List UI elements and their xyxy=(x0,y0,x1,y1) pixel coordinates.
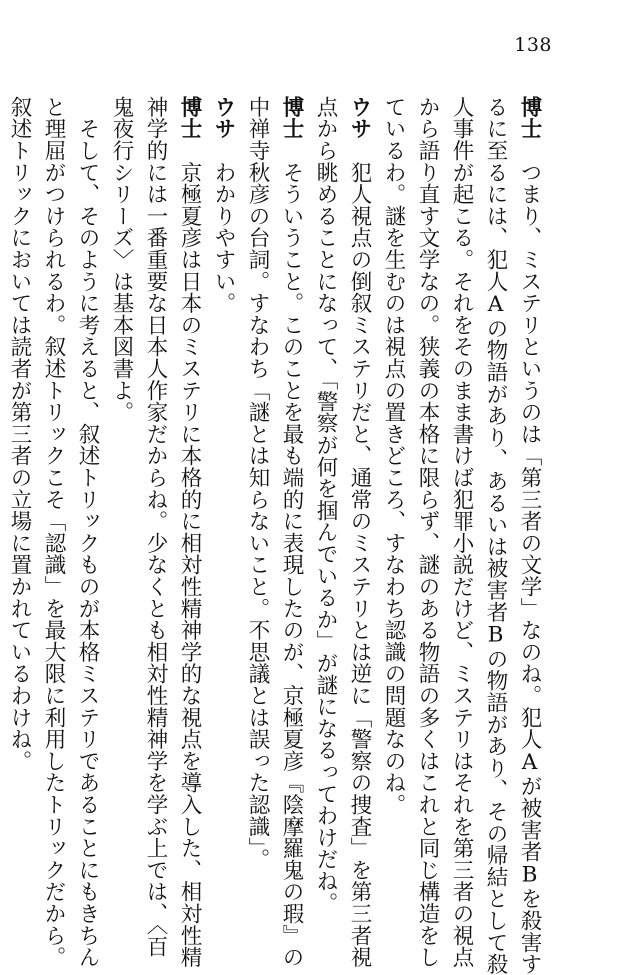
page-number: 138 xyxy=(514,34,552,56)
text-line xyxy=(36,96,70,968)
text-line xyxy=(274,96,308,969)
text-line xyxy=(410,96,444,968)
text-line xyxy=(172,96,206,969)
text-line xyxy=(206,96,240,812)
line-text: から語り直す文学なの。狭義の本格に限らず、謎のある物語の多くはこれと同じ構造をし xyxy=(415,96,440,968)
speaker-label: ウサ xyxy=(211,96,236,140)
text-line xyxy=(342,96,376,969)
line-text: 鬼夜行シリーズ〉は基本図書よ。 xyxy=(109,96,134,423)
line-text: 犯人視点の倒叙ミステリだと、通常のミステリとは逆に「警察の捜査」を第三者視 xyxy=(347,161,372,969)
text-line xyxy=(2,96,36,812)
line-text: つまり、ミステリというのは「第三者の文学」なのね。犯人Aが被害者Bを殺害す xyxy=(517,161,542,975)
line-text: そして、そのように考えると、叙述トリックものが本格ミステリであることにもきちん xyxy=(75,117,100,969)
text-line xyxy=(512,96,546,975)
speaker-label: 博士 xyxy=(279,96,304,140)
body-text xyxy=(2,96,546,975)
text-line xyxy=(138,96,172,958)
text-line xyxy=(376,96,410,816)
text-line xyxy=(444,96,478,968)
speaker-label: 博士 xyxy=(517,96,542,140)
line-text: ているわ。謎を生むのは視点の置きどころ、すなわち認識の問題なのね。 xyxy=(381,96,406,816)
text-line xyxy=(308,96,342,914)
line-text: 京極夏彦は日本のミステリに本格的に相対性精神学的な視点を導入した、相対性精 xyxy=(177,161,202,969)
line-text: るに至るには、犯人Aの物語があり、あるいは被害者Bの物語があり、その帰結として殺 xyxy=(483,96,508,975)
line-text: わかりやすい。 xyxy=(211,161,236,315)
line-text: と理屈がつけられるわ。叙述トリックこそ「認識」を最大限に利用したトリックだから。 xyxy=(41,96,66,968)
line-text: 人事件が起こる。それをそのまま書けば犯罪小説だけど、ミステリはそれを第三者の視点 xyxy=(449,96,474,968)
text-line xyxy=(478,96,512,975)
text-line xyxy=(240,96,274,871)
speaker-label: ウサ xyxy=(347,96,372,140)
line-text: 中禅寺秋彦の台詞。すなわち「謎とは知らないこと。不思議とは誤った認識」。 xyxy=(245,96,270,871)
line-text: 点から眺めることになって、「警察が何を掴んでいるか」が謎になるってわけだね。 xyxy=(313,96,338,914)
text-line xyxy=(104,96,138,812)
line-text: そういうこと。このことを最も端的に表現したのが、京極夏彦『陰摩羅鬼の瑕』の xyxy=(279,161,304,969)
speaker-label: 博士 xyxy=(177,96,202,140)
line-text: 神学的には一番重要な日本人作家だからね。少なくとも相対性精神学を学ぶ上では、〈百 xyxy=(143,96,168,958)
line-text: 叙述トリックにおいては読者が第三者の立場に置かれているわけね。 xyxy=(7,96,32,772)
text-line xyxy=(70,96,104,969)
